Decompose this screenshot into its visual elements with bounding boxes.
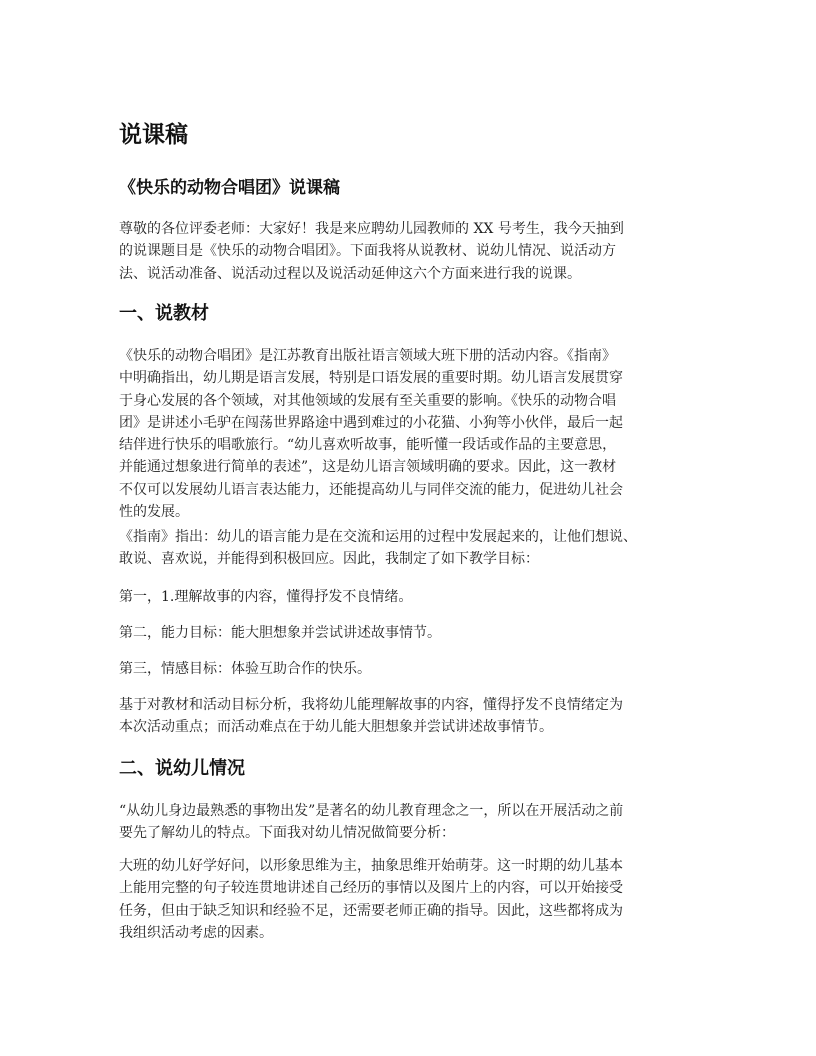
text-line: 于身心发展的各个领域，对其他领域的发展有至关重要的影响。《快乐的动物合唱 — [119, 392, 616, 409]
text-line: 上能用完整的句子较连贯地讲述自己经历的事情以及图片上的内容，可以开始接受 — [119, 880, 623, 897]
text-line: 尊敬的各位评委老师：大家好！我是来应聘幼儿园教师的 XX 号考生，我今天抽到 — [119, 221, 624, 237]
text-line: 结伴进行快乐的唱歌旅行。“幼儿喜欢听故事，能听懂一段话或作品的主要意思， — [119, 437, 617, 454]
text-line: 性的发展。 — [119, 504, 189, 521]
document-title: 说课稿 — [119, 122, 188, 148]
text-line: 任务，但由于缺乏知识和经验不足，还需要老师正确的指导。因此，这些都将成为 — [119, 902, 623, 919]
text-line: 团》是讲述小毛驴在闯荡世界路途中遇到难过的小花猫、小狗等小伙伴，最后一起 — [119, 414, 623, 431]
children-paragraph-1 — [119, 800, 709, 845]
children-paragraph-2 — [119, 855, 709, 944]
textbook-paragraph-3 — [119, 694, 709, 739]
text-line: “从幼儿身边最熟悉的事物出发”是著名的幼儿教育理念之一，所以在开展活动之前 — [119, 803, 624, 819]
text-line: 大班的幼儿好学好问，以形象思维为主，抽象思维开始萌芽。这一时期的幼儿基本 — [119, 858, 623, 874]
section-heading-children: 二、说幼儿情况 — [119, 758, 245, 779]
text-line: 《快乐的动物合唱团》是江苏教育出版社语言领域大班下册的活动内容。《指南》 — [119, 348, 616, 364]
intro-paragraph — [119, 218, 709, 285]
text-line: 法、说活动准备、说活动过程以及说活动延伸这六个方面来进行我的说课。 — [119, 265, 581, 282]
text-line: 本次活动重点；而活动难点在于幼儿能大胆想象并尝试讲述故事情节。 — [119, 719, 553, 736]
text-line: 不仅可以发展幼儿语言表达能力，还能提高幼儿与同伴交流的能力，促进幼儿社会 — [119, 481, 623, 498]
text-line: 基于对教材和活动目标分析，我将幼儿能理解故事的内容，懂得抒发不良情绪定为 — [119, 697, 623, 713]
textbook-paragraph-2 — [119, 526, 709, 571]
goal-ability: 第二，能力目标：能大胆想象并尝试讲述故事情节。 — [119, 625, 441, 641]
goal-emotion: 第三，情感目标：体验互助合作的快乐。 — [119, 661, 371, 677]
text-line: 中明确指出，幼儿期是语言发展，特别是口语发展的重要时期。幼儿语言发展贯穿 — [119, 370, 623, 387]
text-line: 《指南》指出：幼儿的语言能力是在交流和运用的过程中发展起来的，让他们想说、 — [119, 529, 637, 545]
text-line: 并能通过想象进行简单的表述”，这是幼儿语言领域明确的要求。因此，这一教材 — [119, 459, 617, 476]
document-subtitle: 《快乐的动物合唱团》说课稿 — [119, 178, 340, 198]
text-line: 的说课题目是《快乐的动物合唱团》。下面我将从说教材、说幼儿情况、说活动方 — [119, 243, 616, 260]
text-line: 我组织活动考虑的因素。 — [119, 924, 273, 941]
goal-knowledge: 第一，1.理解故事的内容，懂得抒发不良情绪。 — [119, 589, 413, 605]
text-line: 要先了解幼儿的特点。下面我对幼儿情况做简要分析： — [119, 825, 455, 842]
section-heading-textbook: 一、说教材 — [119, 303, 209, 324]
textbook-paragraph-1 — [119, 345, 709, 523]
text-line: 敢说、喜欢说，并能得到积极回应。因此，我制定了如下教学目标： — [119, 551, 539, 568]
